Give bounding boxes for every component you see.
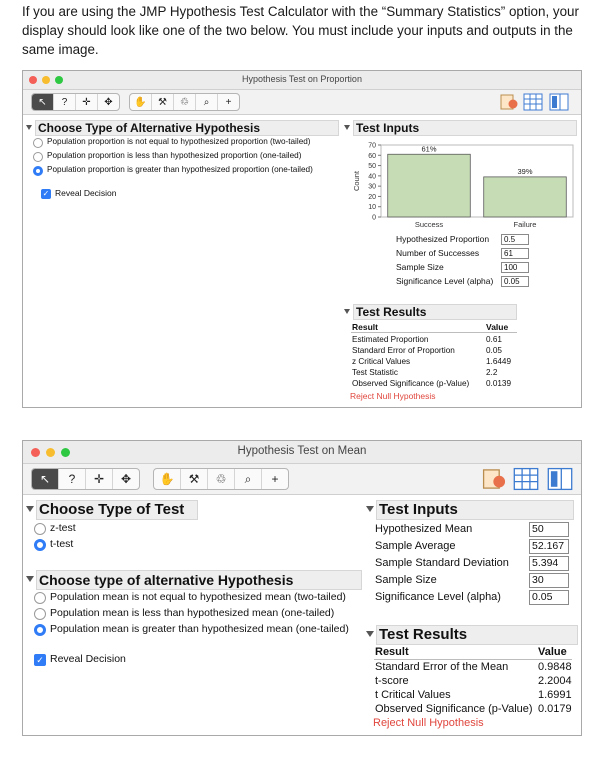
option-two-tailed: Population mean is not equal to hypothesized mean (two-tailed) <box>50 591 346 603</box>
header-divider <box>351 332 517 333</box>
proportion-test-window <box>22 70 582 408</box>
reveal-decision-label: Reveal Decision <box>55 188 117 198</box>
input-label: Hypothesized Proportion <box>396 234 490 244</box>
radio-t-test[interactable] <box>34 539 46 551</box>
option-greater-than: Population mean is greater than hypothesized mean (one-tailed) <box>50 623 349 635</box>
script-icon[interactable] <box>481 467 507 491</box>
input-label: Number of Successes <box>396 248 480 258</box>
decision-text: Reject Null Hypothesis <box>373 717 484 729</box>
test-type-section: Choose Type of Test <box>36 500 198 520</box>
tool-group-2 <box>153 468 289 490</box>
y-tick-label: 70 <box>368 142 376 150</box>
x-tick-label: Success <box>414 220 444 229</box>
result-value: 0.05 <box>486 346 502 355</box>
alpha-input[interactable]: 0.05 <box>529 590 569 605</box>
mean-test-window <box>22 440 582 736</box>
reveal-decision-label: Reveal Decision <box>50 653 126 665</box>
option-z-test: z-test <box>50 522 76 534</box>
input-label: Significance Level (alpha) <box>375 591 501 603</box>
option-t-test: t-test <box>50 538 74 550</box>
disclosure-triangle[interactable] <box>366 506 374 512</box>
hypothesized-mean-input[interactable]: 50 <box>529 522 569 537</box>
result-label: z Critical Values <box>352 357 411 366</box>
toolbar <box>23 464 581 495</box>
result-value: 2.2 <box>486 368 498 377</box>
result-label: Observed Significance (p-Value) <box>375 703 533 715</box>
bar-chart <box>351 135 579 231</box>
disclosure-triangle[interactable] <box>26 506 34 512</box>
y-tick-label: 0 <box>372 214 376 222</box>
result-value: 0.0179 <box>538 703 572 715</box>
input-label: Sample Size <box>375 574 437 586</box>
title-bar <box>23 441 581 464</box>
y-tick-label: 40 <box>368 173 376 181</box>
radio-greater-than[interactable] <box>34 624 46 636</box>
option-less-than: Population mean is less than hypothesized mean (one-tailed) <box>50 607 335 619</box>
tool-group-1 <box>31 93 120 111</box>
lasso-icon[interactable]: ♲ <box>208 469 235 489</box>
sample-sd-input[interactable]: 5.394 <box>529 556 569 571</box>
alt-hypothesis-section: Choose type of alternative Hypothesis <box>36 570 362 590</box>
radio-greater-than[interactable] <box>33 166 43 176</box>
sample-average-input[interactable]: 52.167 <box>529 539 569 554</box>
disclosure-triangle[interactable] <box>344 125 350 130</box>
toolbar <box>23 90 581 115</box>
decision-text: Reject Null Hypothesis <box>350 391 436 401</box>
alt-hypothesis-section: Choose Type of Alternative Hypothesis <box>35 120 339 136</box>
disclosure-triangle[interactable] <box>26 125 32 130</box>
bar-data-label: 61% <box>421 144 437 154</box>
header-divider <box>374 659 572 660</box>
columns-icon[interactable] <box>549 93 569 111</box>
window-title: Hypothesis Test on Mean <box>237 445 367 457</box>
radio-less-than[interactable] <box>34 608 46 620</box>
lasso-icon[interactable]: ♲ <box>174 94 196 110</box>
bar-failure <box>484 177 567 217</box>
test-inputs-section: Test Inputs <box>353 120 577 136</box>
y-tick-label: 60 <box>368 152 376 160</box>
arrow-icon[interactable]: ↖ <box>32 94 54 110</box>
result-label: Estimated Proportion <box>352 335 429 344</box>
input-label: Sample Average <box>375 540 456 552</box>
result-label: Standard Error of the Mean <box>375 661 509 673</box>
result-value: 2.2004 <box>538 675 572 687</box>
y-axis-label: Count <box>352 170 361 192</box>
bar-data-label: 39% <box>517 166 533 176</box>
result-column-header: Result <box>375 646 409 658</box>
reveal-decision-checkbox[interactable]: ✓ <box>34 654 46 666</box>
move-icon[interactable]: ✥ <box>120 472 132 486</box>
data-table-icon[interactable] <box>523 93 543 111</box>
radio-two-tailed[interactable] <box>34 592 46 604</box>
result-value: 0.61 <box>486 335 502 344</box>
radio-two-tailed[interactable] <box>33 138 43 148</box>
tool-group-2 <box>129 93 240 111</box>
input-label: Hypothesized Mean <box>375 523 473 535</box>
sample-size-input[interactable]: 100 <box>501 262 529 273</box>
data-table-icon[interactable] <box>513 467 539 491</box>
magnifier-icon[interactable]: ⌕ <box>196 94 218 110</box>
hand-icon[interactable]: ✋ <box>130 94 152 110</box>
alpha-input[interactable]: 0.05 <box>501 276 529 287</box>
option-less-than: Population proportion is less than hypothesized proportion (one-tailed) <box>47 151 302 160</box>
value-column-header: Value <box>538 646 567 658</box>
test-results-section: Test Results <box>376 625 578 645</box>
result-value: 1.6991 <box>538 689 572 701</box>
arrow-icon[interactable]: ↖ <box>32 469 59 489</box>
x-tick-label: Failure <box>513 220 537 229</box>
disclosure-triangle[interactable] <box>366 631 374 637</box>
reveal-decision-checkbox[interactable]: ✓ <box>42 189 50 198</box>
result-value: 1.6449 <box>486 357 512 366</box>
window-title: Hypothesis Test on Proportion <box>242 74 362 84</box>
brush-icon[interactable]: ⚒ <box>181 469 208 489</box>
option-two-tailed: Population proportion is not equal to hypothesized proportion (two-tailed) <box>47 137 311 146</box>
hand-icon[interactable]: ✋ <box>154 469 181 489</box>
brush-icon[interactable]: ⚒ <box>152 94 174 110</box>
radio-less-than[interactable] <box>33 152 43 162</box>
input-label: Sample Standard Deviation <box>375 557 509 569</box>
disclosure-triangle[interactable] <box>26 576 34 582</box>
result-value: 0.9848 <box>538 661 572 673</box>
help-icon[interactable]: ? <box>59 469 86 489</box>
radio-z-test[interactable] <box>34 523 46 535</box>
result-value: 0.0139 <box>486 379 512 388</box>
value-column-header: Value <box>486 322 509 332</box>
result-label: Observed Significance (p-Value) <box>352 379 470 388</box>
test-inputs-section: Test Inputs <box>376 500 574 520</box>
input-label: Sample Size <box>396 262 444 272</box>
columns-icon[interactable] <box>547 467 573 491</box>
y-tick-label: 20 <box>368 193 376 201</box>
bar-success <box>388 154 471 217</box>
magnifier-icon[interactable]: ⌕ <box>235 469 262 489</box>
result-label: Standard Error of Proportion <box>352 346 455 355</box>
help-icon[interactable]: ? <box>54 94 76 110</box>
option-greater-than: Population proportion is greater than hypothesized proportion (one-tailed) <box>47 165 313 174</box>
successes-input[interactable]: 61 <box>501 248 529 259</box>
disclosure-triangle[interactable] <box>344 309 350 314</box>
result-column-header: Result <box>352 322 378 332</box>
result-label: t Critical Values <box>375 689 451 701</box>
tool-group-1 <box>31 468 140 490</box>
y-tick-label: 30 <box>368 183 376 191</box>
crosshair-icon[interactable]: ✛ <box>86 469 113 489</box>
annotate-icon[interactable]: + <box>225 96 232 108</box>
script-icon[interactable] <box>499 93 519 111</box>
crosshair-icon[interactable]: ✛ <box>76 94 98 110</box>
hypothesized-proportion-input[interactable]: 0.5 <box>501 234 529 245</box>
input-label: Significance Level (alpha) <box>396 276 494 286</box>
y-tick-label: 50 <box>368 163 376 171</box>
result-label: Test Statistic <box>352 368 398 377</box>
result-label: t-score <box>375 675 409 687</box>
move-icon[interactable]: ✥ <box>104 96 113 108</box>
annotate-icon[interactable]: + <box>271 472 279 486</box>
title-bar <box>23 71 581 90</box>
sample-size-input[interactable]: 30 <box>529 573 569 588</box>
y-tick-label: 10 <box>368 204 376 212</box>
intro-text: If you are using the JMP Hypothesis Test Calculator with the “Summary Statistics” option, your display should look like one of the two below. You must include your inputs and outputs in the same image. <box>22 4 579 57</box>
test-results-section: Test Results <box>353 304 517 320</box>
